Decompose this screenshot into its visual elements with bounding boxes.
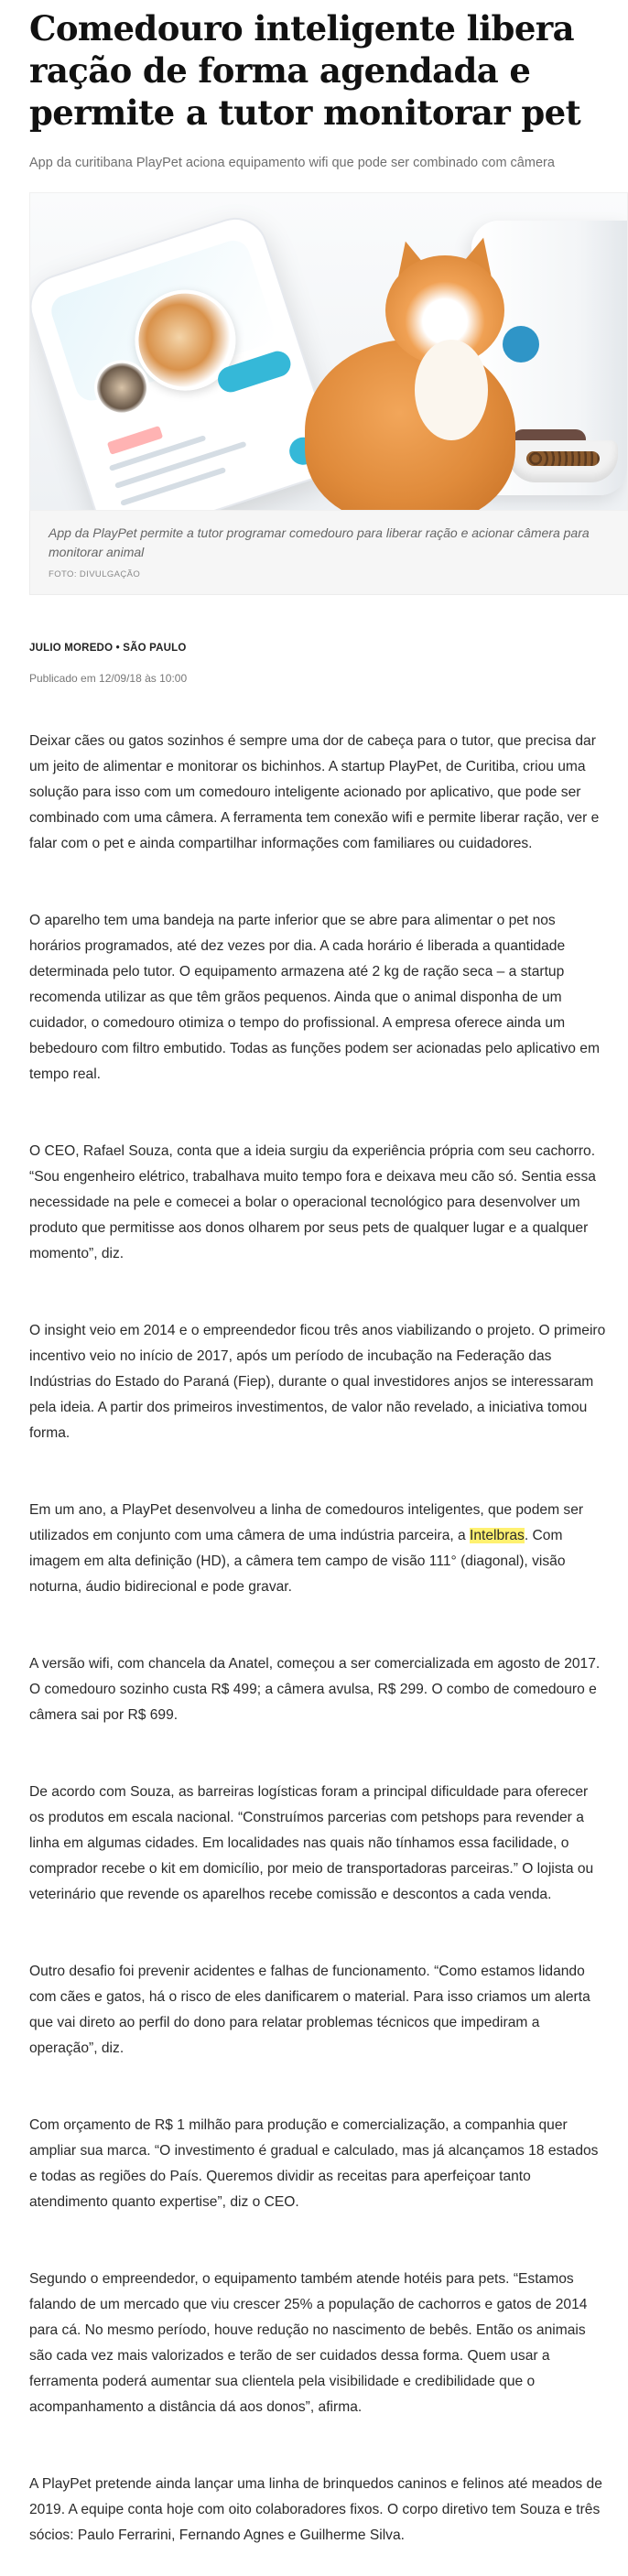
figure-caption-box bbox=[29, 511, 628, 595]
paragraph-text: Em um ano, a PlayPet desenvolveu a linha de comedouros inteligentes, que podem ser utilizados em conjunto com uma câmera de uma indústria parceira, a bbox=[29, 1502, 584, 1543]
article-figure bbox=[29, 192, 628, 595]
paragraph: Outro desafio foi prevenir acidentes e falhas de funcionamento. “Como estamos lidando com cães e gatos, há o risco de eles danificarem o material. Para isso criamos um alerta que vai direto ao perfil do dono para relatar problemas técnicos que impediram a operação”, diz. bbox=[29, 1964, 590, 2056]
cat-illustration bbox=[305, 340, 515, 511]
article bbox=[29, 0, 606, 2576]
paragraph: Com orçamento de R$ 1 milhão para produção e comercialização, a companhia quer ampliar sua marca. “O investimento é gradual e calculado, mas já alcançamos 18 estados e todas as regiões do País. Queremos dividir as receitas para aperfeiçoar tanto atendimento quanto expertise”, diz o CEO. bbox=[29, 2117, 599, 2210]
hero-image[interactable] bbox=[29, 192, 628, 511]
article-subtitle: App da curitibana PlayPet aciona equipamento wifi que pode ser combinado com câmera bbox=[29, 156, 555, 170]
publish-date: Publicado em 12/09/18 às 10:00 bbox=[29, 672, 188, 685]
brand-logo-icon bbox=[503, 326, 539, 363]
article-title: Comedouro inteligente libera ração de forma agendada e permite a tutor monitorar pet bbox=[29, 8, 581, 133]
paragraph: Deixar cães ou gatos sozinhos é sempre uma dor de cabeça para o tutor, que precisa dar um jeito de alimentar e monitorar os bichinhos. A startup PlayPet, de Curitiba, criou uma solução para isso com um comedouro inteligente acionado por aplicativo, que pode ser combinado com uma câmera. A ferramenta tem conexão wifi e permite liberar ração, ver e falar com o pet e ainda compartilhar informações com familiares ou cuidadores. bbox=[29, 733, 600, 851]
figure-caption: App da PlayPet permite a tutor programar comedouro para liberar ração e acionar câmera para monitorar animal bbox=[49, 525, 590, 559]
paragraph: O CEO, Rafael Souza, conta que a ideia surgiu da experiência própria com seu cachorro. “Sou engenheiro elétrico, trabalhava muito tempo fora e deixava meu cão só. Sentia essa necessidade na pele e comecei a bolar o operacional tecnológico para desenvolver um produto que permitisse aos donos olharem por seus pets de qualquer lugar e a qualquer momento”, diz. bbox=[29, 1143, 596, 1261]
paragraph-text: . Com imagem em alta definição (HD), a câmera tem campo de visão 111° (diagonal), visão noturna, áudio bidirecional e pode gravar. bbox=[29, 1528, 566, 1595]
paragraph: O insight veio em 2014 e o empreendedor ficou três anos viabilizando o projeto. O primeiro incentivo veio no início de 2017, após um período de incubação na Federação das Indústrias do Estado do Paraná (Fiep), durante o qual investidores anjos se interessaram pela ideia. A partir dos primeiros investimentos, de valor não revelado, a iniciativa tomou forma. bbox=[29, 1323, 606, 1441]
paragraph: De acordo com Souza, as barreiras logísticas foram a principal dificuldade para oferecer os produtos em escala nacional. “Construímos parcerias com petshops para revender a linha em algumas cidades. Em localidades nas quais não tínhamos essa facilidade, o comprador recebe o kit em domicílio, por meio de transportadoras parceiras.” O lojista ou veterinário que revende os aparelhos recebe comissão e descontos a cada venda. bbox=[29, 1784, 594, 1902]
paragraph bbox=[29, 1498, 606, 1600]
paragraph: A versão wifi, com chancela da Anatel, começou a ser comercializada em agosto de 2017. O comedouro sozinho custa R$ 499; a câmera avulsa, R$ 299. O combo de comedouro e câmera sai por R$ 699. bbox=[29, 1656, 601, 1723]
paragraph: A PlayPet pretende ainda lançar uma linha de brinquedos caninos e felinos até meados de 2019. A equipe conta hoje com oito colaboradores fixos. O corpo diretivo tem Souza e três sócios: Paulo Ferrarini, Fernando Agnes e Guilherme Silva. bbox=[29, 2476, 602, 2543]
highlighted-link-intelbras[interactable]: Intelbras bbox=[470, 1528, 525, 1543]
photo-credit: FOTO: DIVULGAÇÃO bbox=[49, 569, 141, 579]
app-phone-illustration bbox=[29, 210, 341, 511]
paragraph: Segundo o empreendedor, o equipamento também atende hotéis para pets. “Estamos falando de um mercado que viu crescer 25% a população de cachorros e gatos de 2014 para cá. No mesmo período, houve redução no nascimento de bebês. Então os animais são cada vez mais valorizados e terão de ser cuidados dessa forma. Quem usar a ferramenta poderá aumentar sua clientela pela visibilidade e credibilidade que o acompanhamento a distância dá aos donos”, afirma. bbox=[29, 2271, 588, 2415]
author-byline: JULIO MOREDO • SÃO PAULO bbox=[29, 643, 187, 654]
article-body bbox=[29, 729, 606, 2549]
paragraph: O aparelho tem uma bandeja na parte inferior que se abre para alimentar o pet nos horários programados, até dez vezes por dia. A cada horário é liberada a quantidade determinada pelo tutor. O equipamento armazena até 2 kg de ração seca – a startup recomenda utilizar as que têm grãos pequenos. Ainda que o animal disponha de um cuidador, o comedouro otimiza o tempo do profissional. A empresa oferece ainda um bebedouro com filtro embutido. Todas as funções podem ser acionadas pelo aplicativo em tempo real. bbox=[29, 913, 600, 1082]
kibble-icon bbox=[526, 451, 600, 466]
